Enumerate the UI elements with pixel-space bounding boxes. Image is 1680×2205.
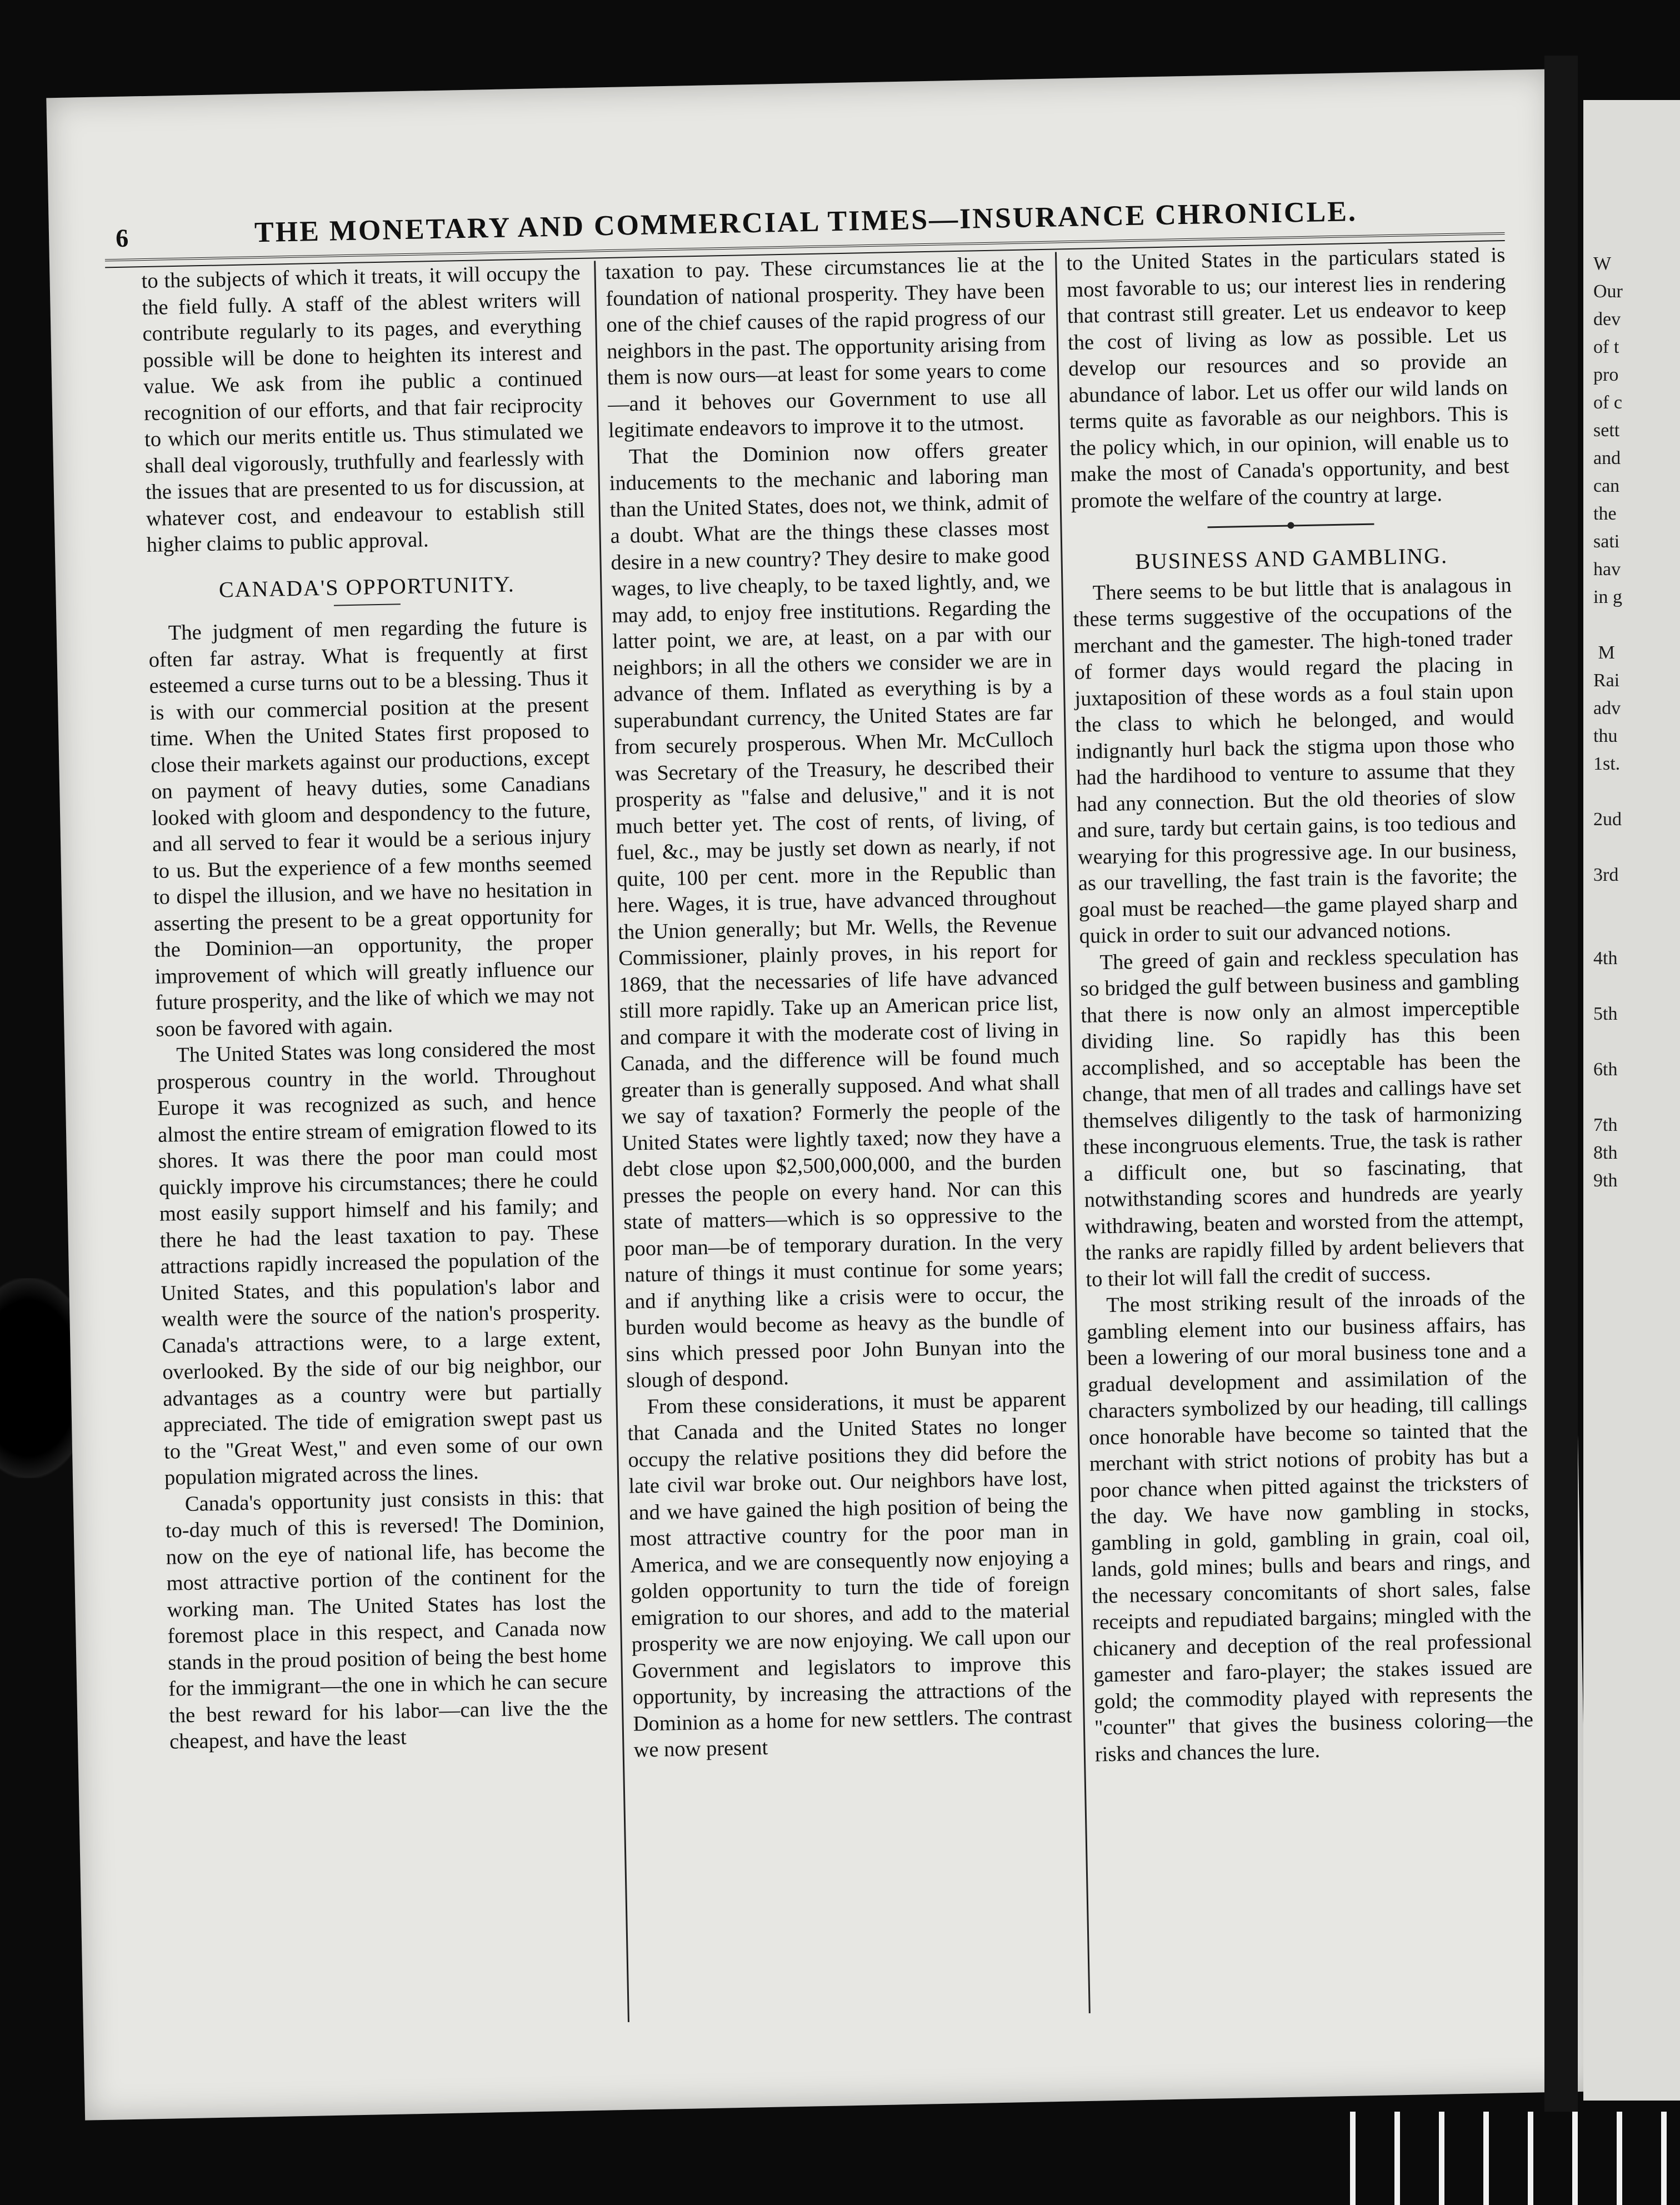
column-3 <box>1066 242 1534 1768</box>
title-rule <box>334 603 401 606</box>
book-spine <box>1544 56 1578 2156</box>
article-paragraph: The most striking result of the inroads of the gambling element into our business affairs, has been a lowering of our moral business tone and a gradual development and assimilation of the characters symbolized by our heading, till callings once honorable have become so tainted that the merchant with strict notions of probity has but a poor chance when pitted against the tricksters of the day. We have now gambling in stocks, gambling in gold, gambling in grain, coal oil, lands, gold mines; bulls and bears and rings, and the necessary concomitants of short sales, false receipts and repudiated bargains; mingled with the chicanery and deception of the real professional gamester and faro-player; the stakes issued are gold; the commodity played with represents the "counter" that gives the business coloring—the risks and chances the lure. <box>1086 1285 1534 1767</box>
section-title-business-and-gambling: BUSINESS AND GAMBLING. <box>1134 543 1448 574</box>
binding-marks <box>1333 2112 1680 2205</box>
ornamental-rule <box>1207 523 1374 528</box>
continued-paragraph: to the subjects of which it treats, it will occupy the the field fully. A staff of the ablest writers will contribute regularly to its pages, and everything possible will be done to heighten its interest and value. We ask from ihe public a continued recognition of our efforts, and that fair reciprocity to which our merits entitle us. Thus stimulated we shall deal vigorously, truthfully and fearlessly with the issues that are presented to us for discussion, at whatever cost, and endeavour to establish still higher claims to public approval. <box>141 261 586 557</box>
article-paragraph: The greed of gain and reckless speculation has so bridged the gulf between business and gambling that there is now only an almost imperceptible dividing line. So rapidly has this been accomplished, and so acceptable has been the change, that men of all trades and callings have set themselves diligently to the task of harmonizing these incongruous elements. True, the task is rather a difficult one, but so fascinating, that notwithstanding scores and hundreds are yearly withdrawing, beaten and worsted from the attempt, the ranks are rapidly filled by ardent believers that to their lot will fall the credit of success. <box>1080 942 1524 1291</box>
adjacent-page-text: W Our dev of t pro of c sett and can the sati hav in g M Rai adv thu 1st. 2ud 3rd 4th 5th 6th 7th 8th 9th <box>1593 253 1623 1191</box>
adjacent-page <box>1583 100 1680 2101</box>
article-paragraph: From these considerations, it must be apparent that Canada and the United States no longer occupy the relative positions they did before the late civil war broke out. Our neighbors have lost, and we have gained the high position of being the most attractive country for the poor man in America, and we are consequently now enjoying a golden opportunity to turn the tide of foreign emigration to our shores, and add to the material prosperity we are now enjoying. We call upon our Government and legislators to improve this opportunity, by increasing the attractions of the Dominion as a home for new settlers. The contrast we now present <box>627 1387 1072 1762</box>
column-1 <box>141 260 608 1755</box>
continued-paragraph: to the United States in the particulars stated is most favorable to us; our interest lies in rendering that contrast still greater. Let us endeavor to keep the cost of living as low as possible. Let us develop our resources and so provide an abundance of labor. Let us offer our wild lands on terms quite as favorable as our neighbors. This is the policy which, in our opinion, will enable us to make the most of Canada's opportunity, and best promote the welfare of the country at large. <box>1066 243 1509 513</box>
section-title-canadas-opportunity: CANADA'S OPPORTUNITY. <box>218 571 516 602</box>
article-paragraph: The United States was long considered the most prosperous country in the world. Throughout Europe it was recognized as such, and hence almost the entire stream of emigration flowed to its shores. It was there the poor man could most quickly improve his circumstances; there he could most easily support himself and his family; and there he had the least taxation to pay. These attractions rapidly increased the population of the United States, and this population's labor and wealth were the source of the nation's prosperity. Canada's attractions were, to a large extent, overlooked. By the side of our big neighbor, our advantages as a country were but partially appreciated. The tide of emigration swept past us to the "Great West," and even some of our own population migrated across the lines. <box>156 1035 603 1490</box>
running-title: THE MONETARY AND COMMERCIAL TIMES—INSURANCE CHRONICLE. <box>254 196 1358 249</box>
article-paragraph: That the Dominion now offers greater inducements to the mechanic and laboring man than the United States, does not, we think, admit of a doubt. What are the things these classes most desire in a new country? They desire to make good wages, to live cheaply, to be taxed lightly, and, we may add, to enjoy free institutions. Regarding the latter point, we are, at least, on a par with our neighbors; in all the others we consider we are in advance of them. Inflated as everything is by a superabundant currency, the United States are far from securely prosperous. When Mr. McCulloch was Secretary of the Treasury, he described their prosperity as "false and delusive," and it is not much better yet. The cost of rents, of living, of fuel, &c., may be justly set down as nearly, if not quite, 100 per cent. more in the Republic than here. Wages, it is true, have advanced throughout the Union generally; but Mr. Wells, the Revenue Commissioner, plainly proves, in his report for 1869, that the necessaries of life have advanced still more rapidly. Take up an American price list, and compare it with the moderate cost of living in Canada, and the difference will be found much greater than is generally supposed. And what shall we say of taxation? Formerly the people of the United States were lightly taxed; now they have a debt close upon $2,500,000,000, and the burden presses the people on every hand. Nor can this state of matters—which is so oppressive to the poor man—be of temporary duration. In the very nature of things it must continue for some years; and if anything like a crisis were to occur, the burden would become as heavy as the bundle of sins which pressed poor John Bunyan into the slough of despond. <box>609 437 1066 1393</box>
article-paragraph: There seems to be but little that is analagous in these terms suggestive of the occupations of the merchant and the gamester. The high-toned trader of former days would regard the placing in juxtaposition of these words as a foul stain upon the class to which he belonged, and would indignantly hurl back the stigma upon those who had the hardihood to venture to assume that they had any connection. But the old theories of slow and sure, tardy but certain gains, is too tedious and wearying for this progressive age. In our business, as our travelling, the fast train is the favorite; the goal must be reached—the game played sharp and quick in order to suit our advanced notions. <box>1073 573 1518 948</box>
page-header <box>114 153 1516 252</box>
newspaper-page <box>46 69 1590 2120</box>
article-paragraph: Canada's opportunity just consists in this: that to-day much of this is reversed! The Dominion, now on the eye of national life, has become the most attractive portion of the continent for the working man. The United States has lost the foremost place in this respect, and Canada now stands in the proud position of being the best home for the immigrant—the one in which he can secure the best reward for his labor—can live the the cheapest, and have the least <box>165 1484 608 1754</box>
column-2 <box>605 251 1073 1764</box>
article-paragraph: taxation to pay. These circumstances lie at the foundation of national prosperity. They have been one of the chief causes of the rapid progress of our neighbors in the past. The opportunity arising from them is now ours—at least for some years to come—and it behoves our Government to use all legitimate endeavors to improve it to the utmost. <box>605 252 1047 443</box>
page-number: 6 <box>115 223 129 252</box>
article-paragraph: The judgment of men regarding the future is often far astray. What is frequently at first esteemed a curse turns out to be a blessing. Thus it is with our commercial position at the present time. When the United States first proposed to close their markets against our productions, except on payment of heavy duties, some Canadians looked with gloom and despondency to the future, and all served to fear it would be a serious injury to us. But the experience of a few months seemed to dispel the illusion, and we have no hesitation in asserting the present to be a great opportunity for the Dominion—an opportunity, the proper improvement of which will greatly influence our future prosperity, and the like of which we may not soon be favored with again. <box>148 613 594 1041</box>
